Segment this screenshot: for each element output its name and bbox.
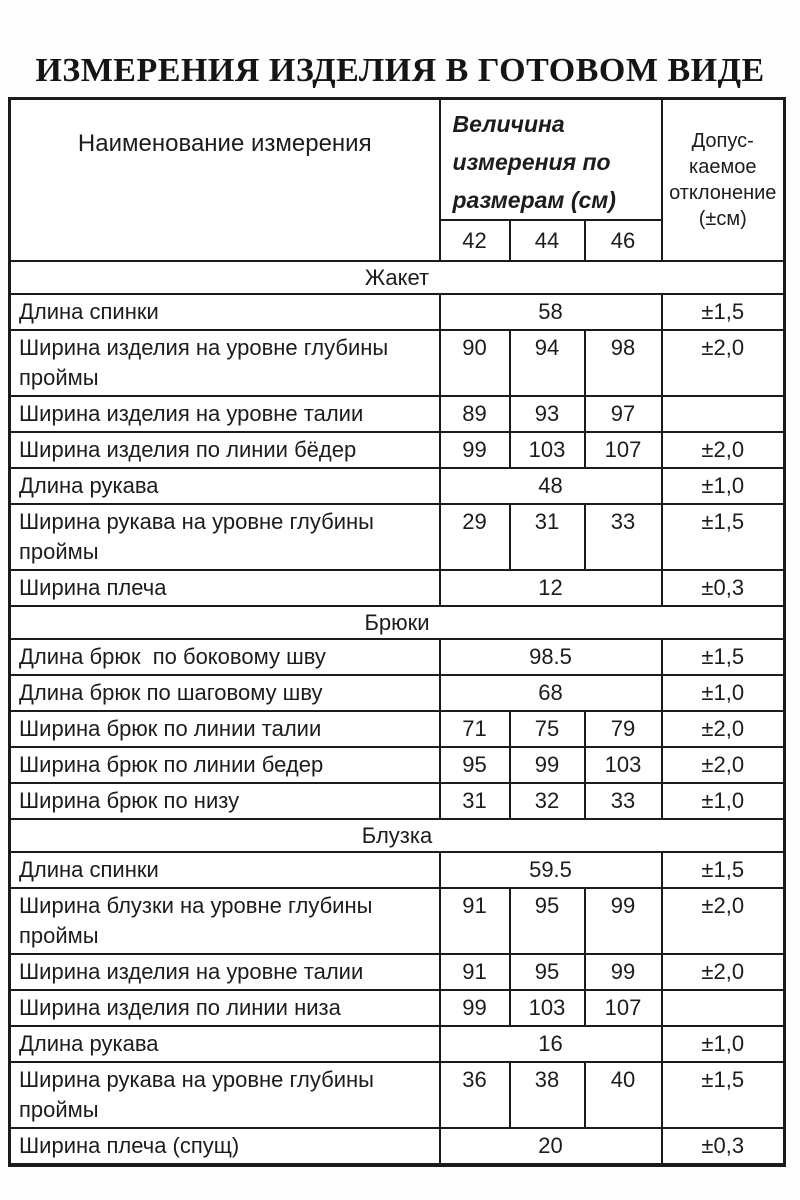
measurement-value-size-42: 29 xyxy=(440,504,510,570)
size-column-header-44: 44 xyxy=(510,220,585,261)
measurement-value-size-44: 31 xyxy=(510,504,585,570)
measurement-value-size-46: 107 xyxy=(585,990,662,1026)
measurement-label: Длина брюк по шаговому шву xyxy=(10,675,440,711)
measurement-value-size-46: 33 xyxy=(585,783,662,819)
measurement-label: Длина брюк по боковому шву xyxy=(10,639,440,675)
section-title: Брюки xyxy=(10,606,785,639)
table-row xyxy=(10,888,785,954)
measurement-value-size-42: 89 xyxy=(440,396,510,432)
measurement-label: Длина спинки xyxy=(10,852,440,888)
deviation-column-header xyxy=(662,99,785,262)
measurement-value-size-42: 71 xyxy=(440,711,510,747)
size-column-header-42: 42 xyxy=(440,220,510,261)
table-row xyxy=(10,1026,785,1062)
table-row xyxy=(10,1128,785,1165)
measurement-value-all-sizes: 98.5 xyxy=(440,639,662,675)
measurement-value-size-42: 91 xyxy=(440,954,510,990)
table-body xyxy=(10,261,785,1165)
measurement-value-size-46: 79 xyxy=(585,711,662,747)
measurement-value-size-44: 75 xyxy=(510,711,585,747)
measurement-value-size-46: 33 xyxy=(585,504,662,570)
table-row xyxy=(10,747,785,783)
measurement-value-all-sizes: 58 xyxy=(440,294,662,330)
measurement-value-size-44: 99 xyxy=(510,747,585,783)
table-row xyxy=(10,852,785,888)
measurement-value-size-44: 95 xyxy=(510,954,585,990)
deviation-value: ±1,0 xyxy=(662,1026,785,1062)
deviation-value: ±2,0 xyxy=(662,888,785,954)
measurement-label: Ширина изделия на уровне талии xyxy=(10,396,440,432)
measurement-label: Ширина плеча xyxy=(10,570,440,606)
measurement-label: Ширина плеча (спущ) xyxy=(10,1128,440,1165)
measurement-label: Длина спинки xyxy=(10,294,440,330)
measurement-value-all-sizes: 48 xyxy=(440,468,662,504)
table-row xyxy=(10,294,785,330)
measurement-value-all-sizes: 20 xyxy=(440,1128,662,1165)
measurement-label: Ширина изделия на уровне талии xyxy=(10,954,440,990)
measurement-value-size-46: 99 xyxy=(585,888,662,954)
table-row xyxy=(10,990,785,1026)
measurement-value-size-46: 40 xyxy=(585,1062,662,1128)
measurement-label: Ширина изделия по линии бёдер xyxy=(10,432,440,468)
table-row xyxy=(10,504,785,570)
measurement-label: Ширина брюк по низу xyxy=(10,783,440,819)
deviation-header-line-2: каемое xyxy=(689,156,757,178)
section-row xyxy=(10,261,785,294)
measurement-value-size-44: 38 xyxy=(510,1062,585,1128)
measurement-value-size-42: 99 xyxy=(440,432,510,468)
deviation-value: ±2,0 xyxy=(662,330,785,396)
table-row xyxy=(10,639,785,675)
deviation-value: ±2,0 xyxy=(662,711,785,747)
measurement-value-size-46: 98 xyxy=(585,330,662,396)
header-row-top xyxy=(10,99,785,221)
section-title: Жакет xyxy=(10,261,785,294)
measurement-label: Ширина брюк по линии талии xyxy=(10,711,440,747)
measurement-value-size-42: 99 xyxy=(440,990,510,1026)
measurement-label: Ширина изделия по линии низа xyxy=(10,990,440,1026)
table-row xyxy=(10,783,785,819)
measurement-label: Ширина изделия на уровне глубины проймы xyxy=(10,330,440,396)
deviation-value xyxy=(662,396,785,432)
deviation-value: ±0,3 xyxy=(662,1128,785,1165)
deviation-value: ±2,0 xyxy=(662,432,785,468)
measurement-value-size-46: 103 xyxy=(585,747,662,783)
measurement-value-size-42: 31 xyxy=(440,783,510,819)
section-title: Блузка xyxy=(10,819,785,852)
deviation-header-line-1: Допус- xyxy=(691,130,754,152)
measurement-value-size-44: 32 xyxy=(510,783,585,819)
measurement-value-all-sizes: 12 xyxy=(440,570,662,606)
table-header xyxy=(10,99,785,262)
table-row xyxy=(10,396,785,432)
measurement-value-size-42: 91 xyxy=(440,888,510,954)
measurement-label: Длина рукава xyxy=(10,468,440,504)
measurement-label: Ширина рукава на уровне глубины проймы xyxy=(10,504,440,570)
measurement-value-size-44: 94 xyxy=(510,330,585,396)
deviation-value: ±1,5 xyxy=(662,504,785,570)
deviation-value: ±1,5 xyxy=(662,852,785,888)
measurement-label: Ширина брюк по линии бедер xyxy=(10,747,440,783)
measurement-label: Длина рукава xyxy=(10,1026,440,1062)
deviation-value: ±2,0 xyxy=(662,747,785,783)
size-column-header-46: 46 xyxy=(585,220,662,261)
measurement-label: Ширина рукава на уровне глубины проймы xyxy=(10,1062,440,1128)
table-row xyxy=(10,468,785,504)
table-row xyxy=(10,330,785,396)
deviation-header-line-3: отклонение xyxy=(669,182,777,204)
measurement-value-size-46: 99 xyxy=(585,954,662,990)
page-title: ИЗМЕРЕНИЯ ИЗДЕЛИЯ В ГОТОВОМ ВИДЕ xyxy=(35,52,765,89)
deviation-value: ±1,5 xyxy=(662,294,785,330)
table-row xyxy=(10,954,785,990)
measurement-value-all-sizes: 68 xyxy=(440,675,662,711)
measurement-value-all-sizes: 59.5 xyxy=(440,852,662,888)
measurement-value-size-42: 36 xyxy=(440,1062,510,1128)
measurement-label: Ширина блузки на уровне глубины проймы xyxy=(10,888,440,954)
measurement-value-size-44: 103 xyxy=(510,990,585,1026)
deviation-header-line-4: (±см) xyxy=(698,208,747,230)
measurement-value-size-46: 107 xyxy=(585,432,662,468)
table-row xyxy=(10,432,785,468)
measurement-value-size-42: 90 xyxy=(440,330,510,396)
table-row xyxy=(10,675,785,711)
sizes-group-header: Величина измерения по размерам (см) xyxy=(440,99,662,221)
deviation-value xyxy=(662,990,785,1026)
table-row xyxy=(10,1062,785,1128)
deviation-value: ±1,0 xyxy=(662,783,785,819)
measurement-value-size-46: 97 xyxy=(585,396,662,432)
measurement-value-size-44: 95 xyxy=(510,888,585,954)
deviation-value: ±1,0 xyxy=(662,675,785,711)
section-row xyxy=(10,819,785,852)
deviation-value: ±1,0 xyxy=(662,468,785,504)
name-column-header: Наименование измерения xyxy=(10,99,440,262)
measurements-table xyxy=(8,97,786,1167)
table-row xyxy=(10,711,785,747)
deviation-value: ±1,5 xyxy=(662,639,785,675)
deviation-value: ±0,3 xyxy=(662,570,785,606)
deviation-value: ±2,0 xyxy=(662,954,785,990)
section-row xyxy=(10,606,785,639)
measurement-value-size-44: 103 xyxy=(510,432,585,468)
measurement-value-size-44: 93 xyxy=(510,396,585,432)
table-row xyxy=(10,570,785,606)
measurement-value-all-sizes: 16 xyxy=(440,1026,662,1062)
measurement-value-size-42: 95 xyxy=(440,747,510,783)
deviation-value: ±1,5 xyxy=(662,1062,785,1128)
